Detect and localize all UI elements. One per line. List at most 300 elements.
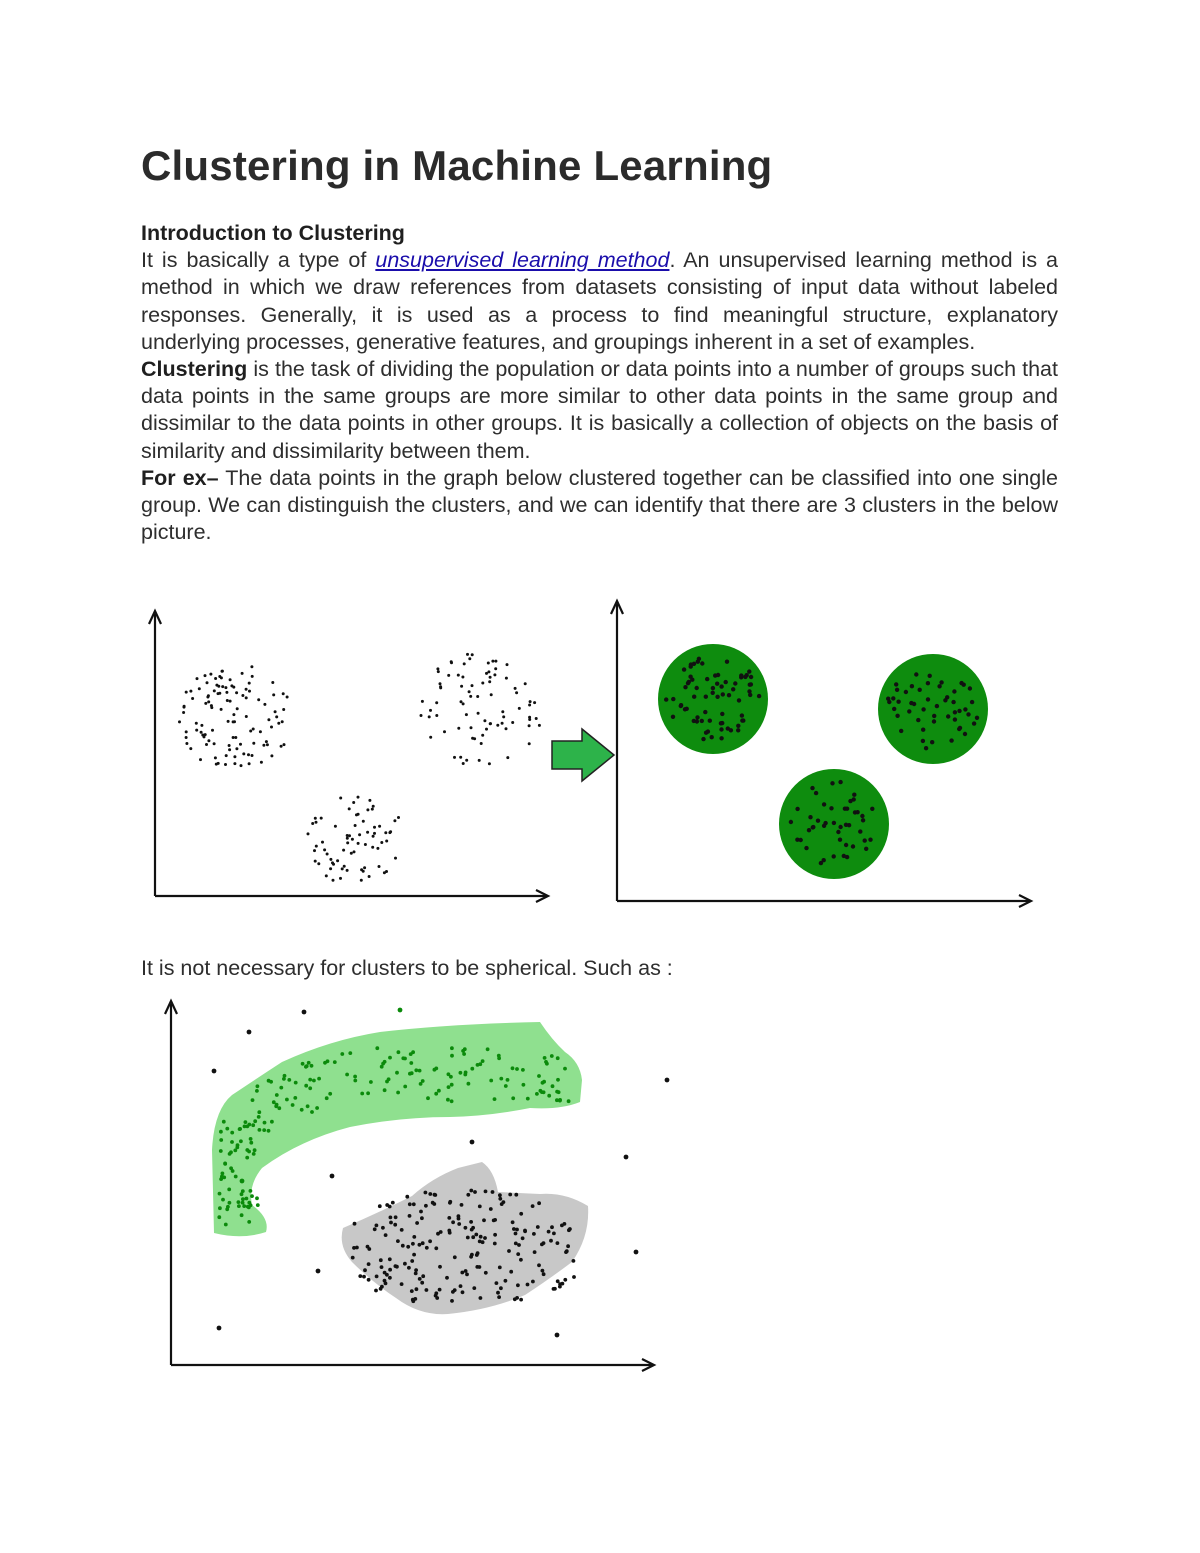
data-point [411, 1299, 415, 1303]
data-point [447, 674, 450, 677]
data-point [450, 661, 453, 664]
data-point [916, 718, 920, 722]
data-point [968, 686, 972, 690]
data-point [307, 1061, 311, 1065]
data-point [393, 819, 396, 822]
data-point [457, 727, 460, 730]
data-point [736, 728, 740, 732]
data-point [394, 1264, 398, 1268]
data-point [245, 1156, 249, 1160]
data-point [305, 1064, 309, 1068]
data-point [408, 1202, 412, 1206]
data-point [926, 697, 930, 701]
data-point [376, 847, 379, 850]
data-point [226, 1205, 230, 1209]
data-point [381, 1226, 385, 1230]
data-point [414, 1068, 418, 1072]
data-point [182, 711, 185, 714]
data-point [310, 1064, 314, 1068]
data-point [248, 762, 251, 765]
data-point [447, 1072, 451, 1076]
data-point [567, 1228, 571, 1232]
data-point [459, 1071, 463, 1075]
data-point [360, 1092, 364, 1096]
data-point [465, 1273, 469, 1277]
data-point [733, 681, 737, 685]
data-point [201, 734, 204, 737]
data-point [664, 697, 668, 701]
data-point [485, 672, 488, 675]
data-point [679, 703, 683, 707]
data-point [424, 1204, 428, 1208]
data-point [493, 673, 496, 676]
data-point [405, 1195, 409, 1199]
data-point [470, 1140, 475, 1145]
data-point [237, 1200, 241, 1204]
data-point [716, 673, 720, 677]
data-point [348, 834, 351, 837]
data-point [419, 1210, 423, 1214]
data-point [362, 1275, 366, 1279]
data-point [189, 690, 192, 693]
data-point [281, 720, 284, 723]
data-point [418, 1243, 422, 1247]
data-point [572, 1259, 576, 1263]
data-point [352, 801, 355, 804]
data-point [533, 701, 536, 704]
data-point [459, 1284, 463, 1288]
data-point [257, 698, 260, 701]
data-point [282, 708, 285, 711]
data-point [487, 670, 490, 673]
data-point [896, 700, 900, 704]
data-point [342, 849, 345, 852]
data-point [556, 1241, 560, 1245]
data-point [547, 1094, 551, 1098]
data-point [286, 696, 289, 699]
data-point [475, 1253, 479, 1257]
data-point [230, 1131, 234, 1135]
data-point [514, 1232, 518, 1236]
data-point [355, 1246, 359, 1250]
data-point [367, 1262, 371, 1266]
data-point [375, 1275, 379, 1279]
data-point [526, 1097, 530, 1101]
example-label: For ex– [141, 465, 219, 490]
data-point [183, 706, 186, 709]
data-point [366, 1245, 370, 1249]
data-point [535, 1092, 539, 1096]
data-point [241, 694, 244, 697]
data-point [514, 687, 517, 690]
data-point [907, 709, 911, 713]
data-point [246, 1205, 250, 1209]
data-point [870, 807, 874, 811]
data-point [220, 708, 223, 711]
data-point [498, 1266, 502, 1270]
data-point [457, 1214, 461, 1218]
data-point [217, 1215, 221, 1219]
data-point [457, 674, 460, 677]
data-point [519, 1298, 523, 1302]
data-point [445, 1276, 449, 1280]
data-point [346, 834, 349, 837]
data-point [412, 1202, 416, 1206]
data-point [412, 1253, 416, 1257]
data-point [420, 1216, 424, 1220]
data-point [720, 712, 724, 716]
data-point [464, 1226, 468, 1230]
data-point [492, 1219, 496, 1223]
data-point [471, 737, 474, 740]
data-point [563, 1278, 567, 1282]
data-point [476, 695, 479, 698]
data-point [397, 816, 400, 819]
data-point [214, 756, 217, 759]
data-point [233, 762, 236, 765]
data-point [501, 710, 504, 713]
data-point [207, 700, 210, 703]
data-point [345, 1073, 349, 1077]
data-point [249, 1141, 253, 1145]
data-point [328, 1092, 332, 1096]
data-point [420, 1281, 424, 1285]
data-point [450, 1099, 454, 1103]
data-point [326, 853, 329, 856]
data-point [263, 1121, 267, 1125]
data-point [373, 1227, 377, 1231]
data-point [494, 667, 497, 670]
data-point [518, 707, 521, 710]
data-point [567, 1099, 571, 1103]
data-point [845, 855, 849, 859]
data-point [459, 756, 462, 759]
data-point [887, 700, 891, 704]
data-point [499, 1077, 503, 1081]
data-point [912, 702, 916, 706]
data-point [308, 1086, 312, 1090]
data-point [504, 1279, 508, 1283]
data-point [481, 734, 484, 737]
data-point [563, 1222, 567, 1226]
data-point [842, 854, 846, 858]
data-point [517, 1243, 521, 1247]
data-point [914, 672, 918, 676]
data-point [260, 761, 263, 764]
data-point [924, 746, 928, 750]
data-point [513, 1297, 517, 1301]
data-point [384, 1282, 388, 1286]
data-point [240, 764, 243, 767]
data-point [811, 825, 815, 829]
data-point [450, 1054, 454, 1058]
data-point [354, 824, 357, 827]
data-point [218, 1192, 222, 1196]
data-point [564, 1250, 568, 1254]
data-point [224, 763, 227, 766]
data-point [256, 1203, 260, 1207]
data-point [498, 1193, 502, 1197]
data-point [836, 830, 840, 834]
data-point [895, 688, 899, 692]
data-point [484, 1271, 488, 1275]
data-point [844, 843, 848, 847]
data-point [795, 807, 799, 811]
data-point [259, 730, 262, 733]
data-point [315, 821, 318, 824]
data-point [355, 813, 358, 816]
data-point [306, 1104, 310, 1108]
data-point [550, 1225, 554, 1229]
data-point [848, 799, 852, 803]
unsupervised-learning-link[interactable]: unsupervised learning method [375, 248, 670, 273]
data-point [451, 1220, 455, 1224]
data-point [388, 1268, 392, 1272]
data-point [921, 739, 925, 743]
data-point [437, 670, 440, 673]
data-point [725, 660, 729, 664]
data-point [241, 1189, 245, 1193]
data-point [450, 1299, 454, 1303]
data-point [461, 676, 464, 679]
data-point [241, 672, 244, 675]
data-point [262, 1128, 266, 1132]
gray-cluster-points [351, 1189, 576, 1304]
data-point [217, 692, 220, 695]
data-point [385, 1080, 389, 1084]
data-point [692, 719, 696, 723]
data-point [245, 715, 248, 718]
data-point [191, 697, 194, 700]
data-point [552, 1232, 556, 1236]
data-point [829, 806, 833, 810]
data-point [789, 820, 793, 824]
data-point [491, 1190, 495, 1194]
data-point [388, 831, 391, 834]
data-point [515, 1067, 519, 1071]
data-point [428, 715, 431, 718]
data-point [476, 1063, 480, 1067]
paragraph-example [141, 465, 1058, 547]
data-point [249, 1137, 253, 1141]
data-point [469, 1220, 473, 1224]
data-point [248, 690, 251, 693]
data-point [847, 823, 851, 827]
data-point [939, 680, 943, 684]
data-point [221, 670, 224, 673]
data-point [406, 1245, 410, 1249]
data-point [215, 763, 218, 766]
data-point [708, 719, 712, 723]
data-point [409, 1052, 413, 1056]
data-point [217, 762, 220, 765]
data-point [838, 838, 842, 842]
data-point [333, 1060, 337, 1064]
data-point [544, 1060, 548, 1064]
data-point [348, 807, 351, 810]
data-point [731, 687, 735, 691]
page-title: Clustering in Machine Learning [141, 142, 773, 189]
data-point [275, 1103, 279, 1107]
data-point [845, 807, 849, 811]
data-point [331, 861, 334, 864]
data-point [217, 1326, 222, 1331]
data-point [489, 1207, 493, 1211]
data-point [366, 1091, 370, 1095]
data-point [400, 1282, 404, 1286]
data-point [736, 724, 740, 728]
data-point [439, 682, 442, 685]
data-point [287, 1078, 291, 1082]
data-point [363, 1268, 367, 1272]
data-point [749, 675, 753, 679]
data-point [844, 823, 848, 827]
data-point [421, 1274, 425, 1278]
data-point [540, 1243, 544, 1247]
data-point [479, 1235, 483, 1239]
data-point [353, 850, 356, 853]
data-point [183, 705, 186, 708]
note-text: It is not necessary for clusters to be spherical. Such as : [141, 956, 673, 980]
data-point [394, 1215, 398, 1219]
data-point [483, 1236, 487, 1240]
data-point [843, 807, 847, 811]
data-point [282, 692, 285, 695]
data-point [472, 1286, 476, 1290]
data-point [247, 1220, 251, 1224]
data-point [555, 1090, 559, 1094]
data-point [556, 1078, 560, 1082]
data-point [251, 675, 254, 678]
data-point [403, 1057, 407, 1061]
data-point [682, 667, 686, 671]
data-point [496, 1291, 500, 1295]
data-point [493, 1097, 497, 1101]
data-point [339, 877, 342, 880]
data-point [461, 1049, 465, 1053]
data-point [516, 1283, 520, 1287]
data-point [804, 846, 808, 850]
data-point [229, 700, 232, 703]
data-point [519, 1258, 523, 1262]
data-point [460, 685, 463, 688]
data-point [470, 1253, 474, 1257]
data-point [488, 762, 491, 765]
data-point [537, 1263, 541, 1267]
data-point [227, 720, 230, 723]
gray-blob-cluster [342, 1162, 589, 1314]
data-point [257, 1115, 261, 1119]
data-point [807, 828, 811, 832]
data-point [255, 1196, 259, 1200]
data-point [506, 756, 509, 759]
data-point [250, 665, 253, 668]
data-point [270, 726, 273, 729]
data-point [326, 1059, 330, 1063]
data-point [218, 675, 221, 678]
data-point [206, 681, 209, 684]
data-point [553, 1287, 557, 1291]
data-point [524, 682, 527, 685]
data-point [509, 1270, 513, 1274]
data-point [363, 866, 366, 869]
data-point [408, 1072, 412, 1076]
data-point [220, 1175, 224, 1179]
data-point [511, 1066, 515, 1070]
data-point [568, 1227, 572, 1231]
data-point [429, 736, 432, 739]
data-point [247, 1201, 251, 1205]
data-point [314, 860, 317, 863]
data-point [523, 1229, 527, 1233]
data-point [238, 1127, 242, 1131]
data-point [449, 1075, 453, 1079]
data-point [434, 1246, 438, 1250]
data-point [695, 719, 699, 723]
data-point [497, 1056, 501, 1060]
data-point [473, 737, 476, 740]
data-point [453, 1288, 457, 1292]
data-point [219, 1177, 223, 1181]
data-point [372, 805, 375, 808]
data-point [224, 1223, 228, 1227]
data-point [951, 700, 955, 704]
data-point [748, 693, 752, 697]
data-point [700, 719, 704, 723]
data-point [258, 1128, 262, 1132]
data-point [547, 1230, 551, 1234]
data-point [229, 1150, 233, 1154]
data-point [683, 685, 687, 689]
data-point [251, 1098, 255, 1102]
data-point [232, 713, 235, 716]
data-point [545, 1062, 549, 1066]
data-point [704, 695, 708, 699]
data-point [400, 1228, 404, 1232]
data-point [253, 1119, 257, 1123]
data-point [531, 1280, 535, 1284]
data-point [447, 1229, 451, 1233]
data-point [498, 1197, 502, 1201]
data-point [312, 1079, 316, 1083]
data-point [275, 715, 278, 718]
data-point [892, 707, 896, 711]
data-point [243, 1125, 247, 1129]
data-point [204, 733, 207, 736]
data-point [364, 843, 367, 846]
data-point [464, 1269, 468, 1273]
data-point [555, 1098, 559, 1102]
data-point [537, 1074, 541, 1078]
data-point [433, 1193, 437, 1197]
data-point [945, 695, 949, 699]
data-point [519, 1212, 523, 1216]
data-point [221, 1172, 225, 1176]
data-point [474, 1233, 478, 1237]
data-point [864, 847, 868, 851]
data-point [207, 739, 210, 742]
data-point [457, 1217, 461, 1221]
data-point [245, 1148, 249, 1152]
data-point [687, 680, 691, 684]
data-point [257, 1110, 261, 1114]
cluster-circle-3 [779, 769, 889, 879]
data-point [957, 709, 961, 713]
data-point [366, 808, 369, 811]
data-point [464, 1071, 468, 1075]
data-point [222, 1120, 226, 1124]
data-point [935, 704, 939, 708]
